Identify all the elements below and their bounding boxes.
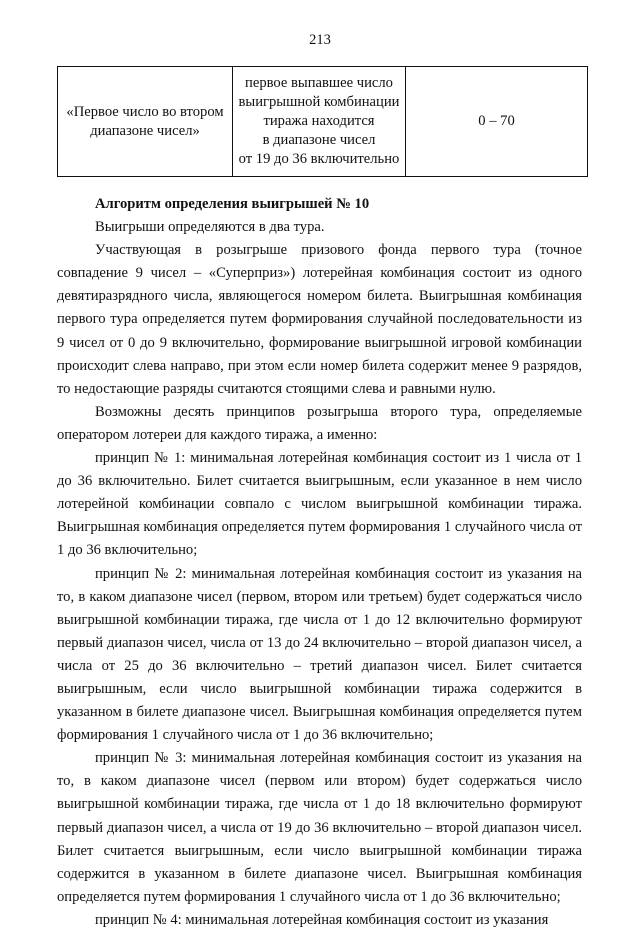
section-heading: Алгоритм определения выигрышей № 10 [95,196,370,212]
cell-line: тиража находится [263,113,375,129]
rules-table [57,66,588,177]
paragraph: принцип № 2: минимальная лотерейная комбинация состоит из указания на то, в каком диапазоне чисел (первом, втором или третьем) будет содержаться число выигрышной комбинации тиража, где числа от 1 до 12 включительно формируют первый диапазон чисел, числа от 13 до 24 включительно – второй диапазон чисел, а числа от 25 до 36 включительно – третий диапазон чисел. Билет считается выигрышным, если число выигрышной комбинации тиража содержится в указанном в билете диапазоне чисел. Выигрышная комбинация определяется путем формирования 1 случайного числа от 1 до 36 включительно; [57,565,582,744]
table-cell-combination-name [58,67,233,177]
paragraph: принцип № 4: минимальная лотерейная комбинация состоит из указания [95,911,549,928]
cell-line: выигрышной комбинации [238,94,400,110]
paragraph: принцип № 1: минимальная лотерейная комбинация состоит из 1 числа от 1 до 36 включительно. Билет считается выигрышным, если указанное в нем число лотерейной комбинации совпало с числом выигрышной комбинации тиража. Выигрышная комбинация определяется путем формирования 1 случайного числа от 1 до 36 включительно; [57,450,582,559]
table-row [58,67,588,177]
paragraph: принцип № 3: минимальная лотерейная комбинация состоит из указания на то, в каком диапазоне чисел (первом или втором) будет содержаться число выигрышной комбинации тиража, где числа от 1 до 18 включительно формируют первый диапазон чисел, а числа от 19 до 36 включительно – второй диапазон чисел. Билет считается выигрышным, если число выигрышной комбинации тиража содержится в указанном в билете диапазоне чисел. Выигрышная комбинация определяется путем формирования 1 случайного числа от 1 до 36 включительно; [57,750,582,905]
cell-line: в диапазоне чисел [262,132,376,148]
paragraph: Выигрыши определяются в два тура. [95,219,325,236]
paragraph: Возможны десять принципов розыгрыша второго тура, определяемые оператором лотереи для каждого тиража, а именно: [57,403,582,443]
cell-line: первое выпавшее число [245,75,393,91]
cell-line: от 19 до 36 включительно [238,151,400,167]
table-cell-combination-description [233,67,406,177]
page-number: 213 [309,32,331,48]
paragraph: Участвующая в розыгрыше призового фонда первого тура (точное совпадение 9 чисел – «Суперприз») лотерейная комбинация состоит из одного девятиразрядного числа, являющегося номером билета. Выигрышная комбинация первого тура определяется путем формирования случайной последовательности из 9 чисел от 0 до 9 включительно, формирование выигрышной игровой комбинации происходит слева направо, при этом если номер билета содержит менее 9 разрядов, то недостающие разряды считаются стоящими слева и равными нулю. [57,242,582,397]
document-body [57,193,582,932]
table-cell-range: 0 – 70 [406,67,588,177]
cell-line: «Первое число во втором [66,103,224,120]
cell-line: диапазоне чисел» [90,122,200,139]
